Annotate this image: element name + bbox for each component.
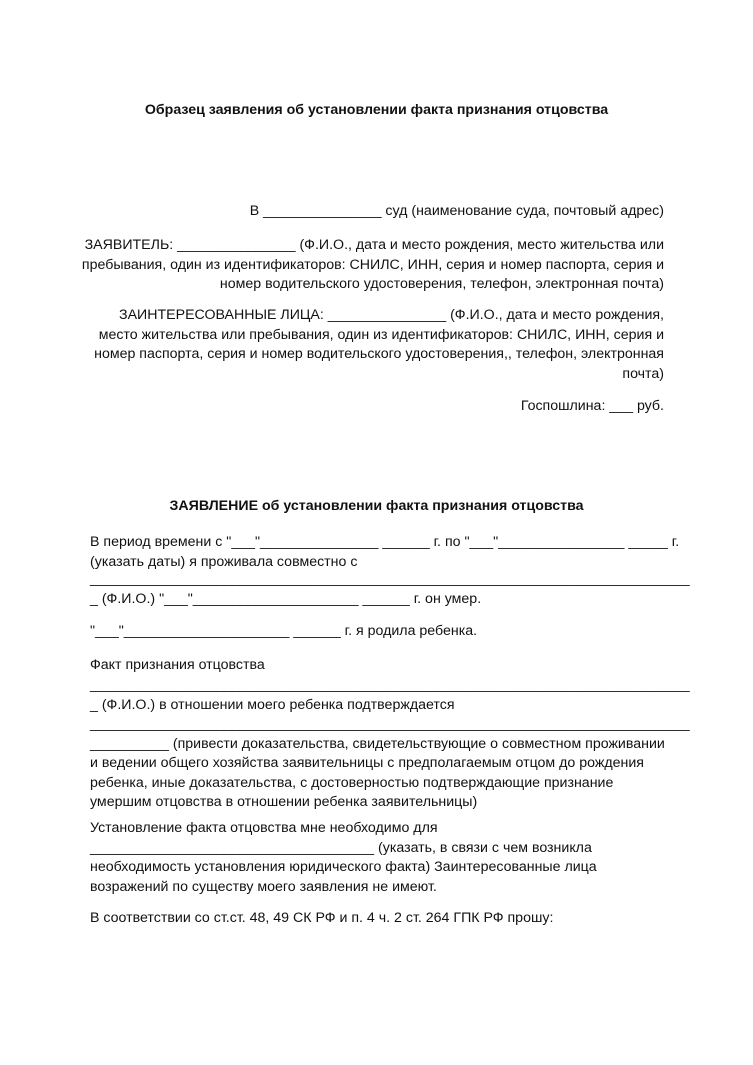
interested-line: ЗАИНТЕРЕСОВАННЫЕ ЛИЦА: _______________ (Ф.И.О., дата и место рождения,: [119, 307, 664, 323]
fact-line: и ведении общего хозяйства заявительницы с предполагаемым отцом до рождения: [90, 755, 644, 771]
cohabitation-period: [90, 533, 680, 572]
period-line: В период времени с "___"_______________ ______ г. по "___"________________ _____ г.: [90, 534, 680, 550]
court-line: [250, 202, 664, 222]
statement-heading: ЗАЯВЛЕНИЕ об установлении факта признания отцовства: [169, 498, 584, 514]
period-line: (указать даты) я проживала совместно с: [90, 553, 358, 570]
birth-info: [90, 622, 665, 642]
paternity-fact: [90, 656, 665, 676]
state-fee-text: Госпошлина: ___ руб.: [520, 398, 664, 414]
fact-line: __________ (привести доказательства, свидетельствующие о совместном проживании: [90, 735, 665, 752]
paternity-fact-details: [90, 676, 690, 813]
applicant-line: пребывания, один из идентификаторов: СНИЛС, ИНН, серия и номер паспорта, серия и: [81, 256, 664, 273]
purpose-line: необходимость установления юридического факта) Заинтересованные лица: [90, 859, 597, 875]
purpose-line: Установление факта отцовства мне необходимо для: [90, 820, 438, 836]
fact-line: ____________________________________________________________________________: [90, 716, 690, 732]
request-block: [90, 909, 665, 929]
court-line-text: В _______________ суд (наименование суда, почтовый адрес): [249, 203, 664, 219]
interested-persons-block: [94, 306, 664, 384]
interested-line: номер паспорта, серия и номер водительского удостоверения,, телефон, электронная: [94, 346, 664, 362]
applicant-line: номер водительского удостоверения, телефон, электронная почта): [219, 276, 664, 292]
state-fee-line: [521, 397, 664, 417]
interested-line: место жительства или пребывания, один из идентификаторов: СНИЛС, ИНН, серия и: [98, 326, 664, 343]
purpose-block: [90, 819, 665, 897]
fact-line: умершим отцовства в отношении ребенка заявительницы): [90, 794, 478, 810]
death-line: _ (Ф.И.О.) "___"_____________________ ______ г. он умер.: [90, 590, 482, 607]
purpose-line: возражений по существу моего заявления не имеют.: [90, 878, 437, 895]
purpose-line: ____________________________________ (указать, в связи с чем возникла: [90, 839, 592, 856]
interested-line: почта): [622, 365, 664, 382]
fact-line: ребенка, иные доказательства, с достоверностью подтверждающие признание: [90, 774, 614, 791]
fact-label: Факт признания отцовства: [90, 657, 265, 673]
death-info: [90, 570, 690, 609]
applicant-line: ЗАЯВИТЕЛЬ: _______________ (Ф.И.О., дата и место рождения, место жительства или: [84, 237, 664, 253]
birth-line: "___"_____________________ ______ г. я родила ребенка.: [90, 623, 478, 639]
death-line: ____________________________________________________________________________: [90, 571, 690, 587]
fact-line: ____________________________________________________________________________: [90, 677, 690, 693]
fact-line: _ (Ф.И.О.) в отношении моего ребенка подтверждается: [90, 696, 455, 713]
request-line: В соответствии со ст.ст. 48, 49 СК РФ и п. 4 ч. 2 ст. 264 ГПК РФ прошу:: [90, 910, 554, 926]
applicant-block: [82, 236, 664, 295]
document-title: Образец заявления об установлении факта признания отцовства: [144, 102, 609, 118]
